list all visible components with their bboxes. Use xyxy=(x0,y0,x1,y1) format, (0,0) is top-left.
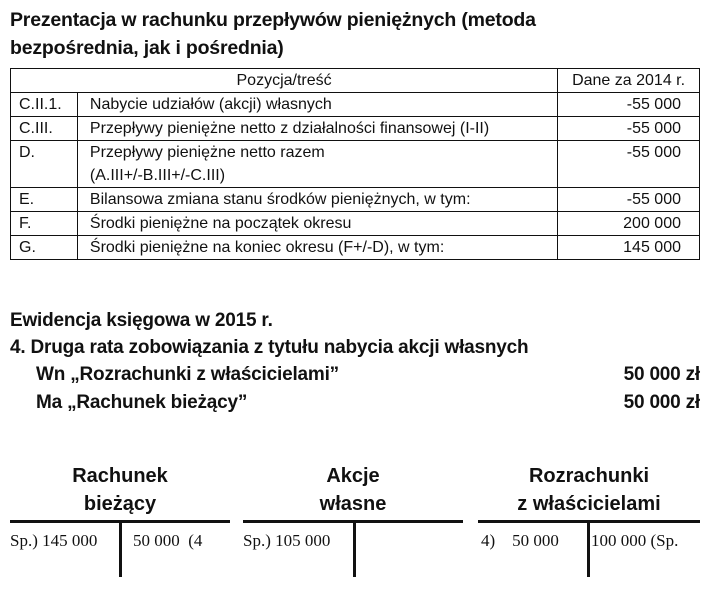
t-account-credit-entry: 100 000 (Sp. xyxy=(591,531,679,550)
debit-label: Wn „Rozrachunki z właścicielami” xyxy=(36,364,339,385)
credit-label: Ma „Rachunek bieżący” xyxy=(36,392,248,413)
t-account-title-akcje xyxy=(243,462,463,518)
heading-line-1: Prezentacja w rachunku przepływów pieniężnych (metoda xyxy=(10,9,536,31)
t-account-title-line-1: Rachunek xyxy=(72,465,168,487)
t-account-debit-entry: 4) 50 000 xyxy=(481,531,559,550)
row-code: D. xyxy=(11,141,78,188)
table-row xyxy=(11,188,700,212)
page-heading xyxy=(10,6,710,62)
t-account-divider xyxy=(587,520,590,577)
row-description: Nabycie udziałów (akcji) własnych xyxy=(77,93,557,117)
t-account-divider xyxy=(119,520,122,577)
row-description-line-2: (A.III+/-B.III+/-C.III) xyxy=(89,167,226,184)
t-account-debit-entry: Sp.) 145 000 xyxy=(10,531,98,550)
t-account-title-line-2: z właścicielami xyxy=(517,493,661,515)
cash-flow-table xyxy=(10,68,700,260)
row-value: -55 000 xyxy=(558,117,700,141)
row-description: Środki pieniężne na koniec okresu (F+/-D), w tym: xyxy=(77,236,557,260)
row-description: Bilansowa zmiana stanu środków pieniężnych, w tym: xyxy=(77,188,557,212)
table-row xyxy=(11,212,700,236)
row-value: 145 000 xyxy=(558,236,700,260)
row-description: Przepływy pieniężne netto z działalności finansowej (I-II) xyxy=(77,117,557,141)
credit-amount: 50 000 zł xyxy=(623,392,700,413)
t-account-debit-entry: Sp.) 105 000 xyxy=(243,531,331,550)
ledger-title: Ewidencja księgowa w 2015 r. xyxy=(10,310,273,331)
row-value: 200 000 xyxy=(558,212,700,236)
t-account-divider xyxy=(353,520,356,577)
debit-posting xyxy=(36,364,700,386)
debit-amount: 50 000 zł xyxy=(623,364,700,385)
header-position: Pozycja/treść xyxy=(11,69,558,93)
row-value: -55 000 xyxy=(558,188,700,212)
row-value: -55 000 xyxy=(558,93,700,117)
row-value: -55 000 xyxy=(558,141,700,188)
header-value: Dane za 2014 r. xyxy=(558,69,700,93)
row-code: G. xyxy=(11,236,78,260)
row-code: E. xyxy=(11,188,78,212)
t-account-title-rozrachunki xyxy=(478,462,700,518)
row-description: Środki pieniężne na początek okresu xyxy=(77,212,557,236)
row-code: C.III. xyxy=(11,117,78,141)
table-row xyxy=(11,117,700,141)
t-account-title-line-1: Akcje xyxy=(326,465,380,487)
ledger-item: 4. Druga rata zobowiązania z tytułu nabycia akcji własnych xyxy=(10,337,529,358)
table-row xyxy=(11,141,700,188)
t-account-credit-entry: 50 000 (4 xyxy=(133,531,203,550)
heading-line-2: bezpośrednia, jak i pośrednia) xyxy=(10,37,284,59)
credit-posting xyxy=(36,392,700,414)
table-row xyxy=(11,93,700,117)
table-row xyxy=(11,236,700,260)
row-code: C.II.1. xyxy=(11,93,78,117)
table-header-row xyxy=(11,69,700,93)
row-code: F. xyxy=(11,212,78,236)
t-account-title-line-1: Rozrachunki xyxy=(528,465,650,487)
t-account-title-line-2: bieżący xyxy=(83,493,157,515)
t-account-title-rachunek xyxy=(10,462,230,518)
row-description xyxy=(77,141,557,188)
t-account-title-line-2: własne xyxy=(319,493,387,515)
row-description-line-1: Przepływy pieniężne netto razem xyxy=(89,144,325,161)
